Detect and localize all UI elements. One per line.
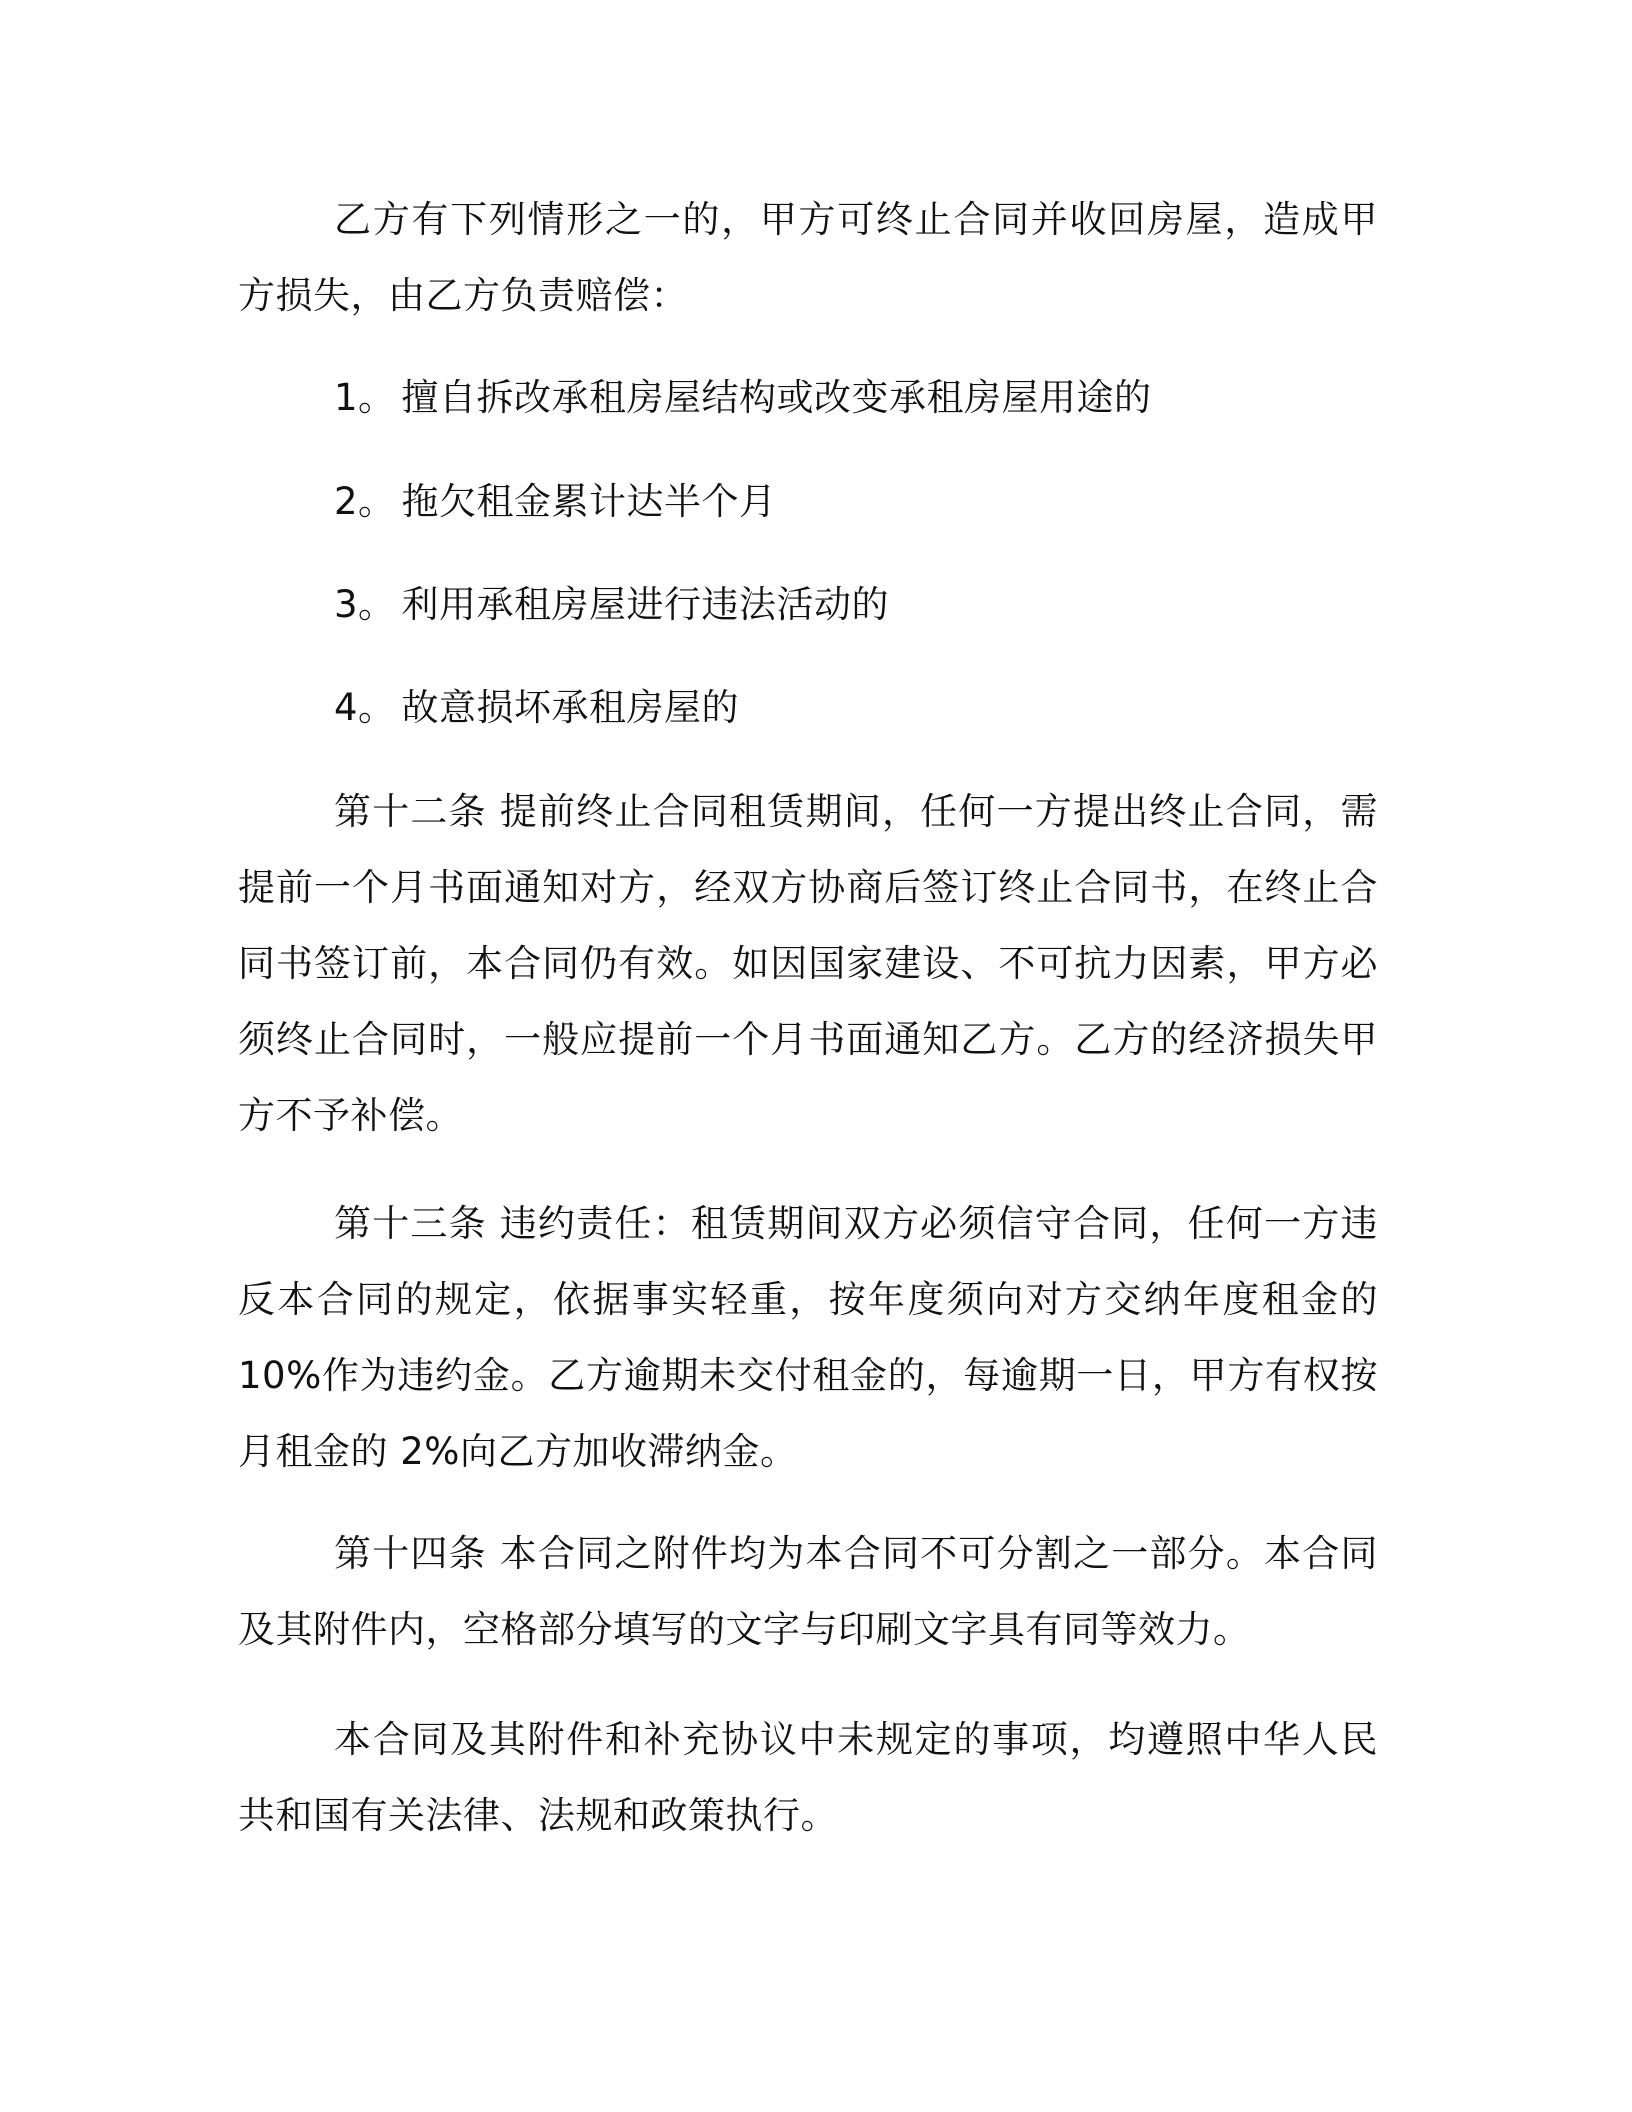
list-item-number: 1。 — [334, 376, 396, 419]
list-item-number: 4。 — [334, 686, 396, 729]
intro-paragraph: 乙方有下列情形之一的，甲方可终止合同并收回房屋，造成甲方损失，由乙方负责赔偿： — [238, 198, 1378, 317]
list-item-number: 2。 — [334, 480, 396, 523]
list-item — [334, 368, 1374, 428]
list-item — [334, 678, 1374, 738]
closing-paragraph: 本合同及其附件和补充协议中未规定的事项，均遵照中华人民共和国有关法律、法规和政策执行。 — [238, 1718, 1378, 1837]
article-14-paragraph: 第十四条 本合同之附件均为本合同不可分割之一部分。本合同及其附件内，空格部分填写的文字与印刷文字具有同等效力。 — [238, 1532, 1378, 1651]
article-13-paragraph: 第十三条 违约责任：租赁期间双方必须信守合同，任何一方违反本合同的规定，依据事实轻重，按年度须向对方交纳年度租金的 10%作为违约金。乙方逾期未交付租金的，每逾期一日，甲方有权按月租金的 2%向乙方加收滞纳金。 — [238, 1202, 1378, 1473]
list-item — [334, 472, 1374, 532]
list-item-text: 利用承租房屋进行违法活动的 — [401, 583, 890, 626]
list-item — [334, 575, 1374, 635]
list-item-number: 3。 — [334, 583, 396, 626]
article-12-paragraph: 第十二条 提前终止合同租赁期间，任何一方提出终止合同，需提前一个月书面通知对方，经双方协商后签订终止合同书，在终止合同书签订前，本合同仍有效。如因国家建设、不可抗力因素，甲方必须终止合同时，一般应提前一个月书面通知乙方。乙方的经济损失甲方不予补偿。 — [238, 790, 1378, 1137]
list-item-text: 拖欠租金累计达半个月 — [401, 480, 777, 523]
list-item-text: 擅自拆改承租房屋结构或改变承租房屋用途的 — [401, 376, 1152, 419]
list-item-text: 故意损坏承租房屋的 — [401, 686, 740, 729]
